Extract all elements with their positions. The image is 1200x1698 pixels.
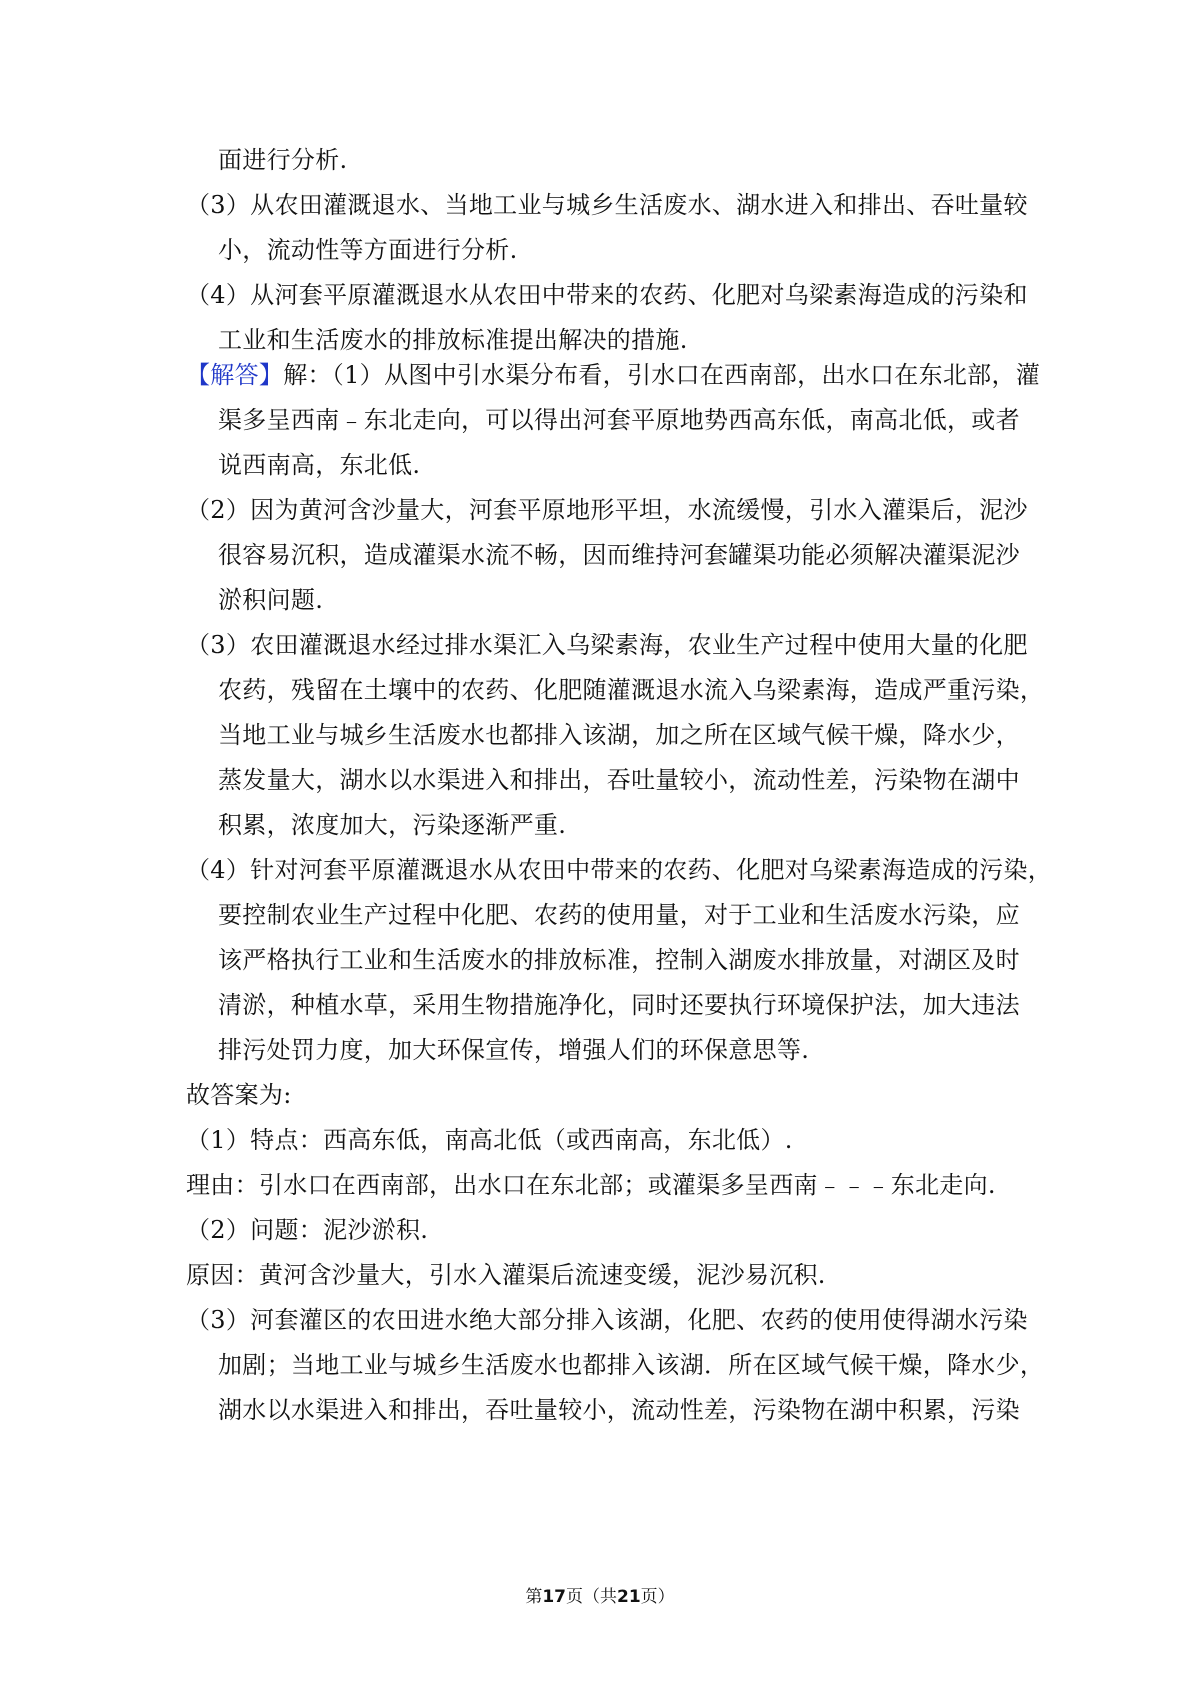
text-line: （3）农田灌溉退水经过排水渠汇入乌梁素海，农业生产过程中使用大量的化肥: [186, 631, 1028, 659]
text-line: （2）问题：泥沙淤积.: [186, 1216, 429, 1244]
page-number: 17: [542, 1587, 566, 1607]
text-line: [186, 353, 1041, 398]
total-pages: 21: [617, 1587, 641, 1607]
text-line: 该严格执行工业和生活废水的排放标准，控制入湖废水排放量，对湖区及时: [218, 946, 1020, 974]
text-line: （4）针对河套平原灌溉退水从农田中带来的农药、化肥对乌梁素海造成的污染，: [186, 856, 1053, 884]
answer-line: 解：（1）从图中引水渠分布看，引水口在西南部，出水口在东北部，灌: [283, 361, 1041, 389]
analysis-text: [186, 138, 1038, 363]
text-line: 面进行分析.: [218, 146, 348, 174]
text-line: （4）从河套平原灌溉退水从农田中带来的农药、化肥对乌梁素海造成的污染和: [186, 281, 1028, 309]
footer-middle: 页（共: [566, 1587, 617, 1607]
text-line: 清淤，种植水草，采用生物措施净化，同时还要执行环境保护法，加大违法: [218, 991, 1020, 1019]
text-line: 说西南高，东北低.: [218, 451, 421, 479]
text-line: 小，流动性等方面进行分析.: [218, 236, 518, 264]
footer-prefix: 第: [525, 1587, 543, 1607]
text-line: 排污处罚力度，加大环保宣传，增强人们的环保意思等.: [218, 1036, 810, 1064]
page-footer: [0, 1586, 1200, 1608]
text-line: 要控制农业生产过程中化肥、农药的使用量，对于工业和生活废水污染，应: [218, 901, 1020, 929]
text-line: 积累，浓度加大，污染逐渐严重.: [218, 811, 567, 839]
text-line: 渠多呈西南﹣东北走向，可以得出河套平原地势西高东低，南高北低，或者: [218, 406, 1020, 434]
text-line: （2）因为黄河含沙量大，河套平原地形平坦，水流缓慢，引水入灌渠后，泥沙: [186, 496, 1028, 524]
text-line: 加剧；当地工业与城乡生活废水也都排入该湖．所在区域气候干燥，降水少，: [218, 1351, 1045, 1379]
answer-text: [186, 353, 1053, 1433]
footer-suffix: 页）: [640, 1587, 675, 1607]
text-line: 湖水以水渠进入和排出，吞吐量较小，流动性差，污染物在湖中积累，污染: [218, 1396, 1020, 1424]
text-line: 淤积问题.: [218, 586, 324, 614]
text-line: 农药，残留在土壤中的农药、化肥随灌溉退水流入乌梁素海，造成严重污染，: [218, 676, 1045, 704]
text-line: （3）从农田灌溉退水、当地工业与城乡生活废水、湖水进入和排出、吞吐量较: [186, 191, 1028, 219]
text-line: 理由：引水口在西南部，出水口在东北部；或灌渠多呈西南﹣﹣﹣东北走向.: [186, 1171, 996, 1199]
text-line: （1）特点：西高东低，南高北低（或西南高，东北低）.: [186, 1126, 793, 1154]
answer-tag: 【解答】: [186, 361, 284, 389]
text-line: 很容易沉积，造成灌渠水流不畅，因而维持河套罐渠功能必须解决灌渠泥沙: [218, 541, 1020, 569]
text-line: 工业和生活废水的排放标准提出解决的措施.: [218, 326, 688, 354]
text-line: 蒸发量大，湖水以水渠进入和排出，吞吐量较小，流动性差，污染物在湖中: [218, 766, 1020, 794]
text-line: 故答案为:: [186, 1081, 292, 1109]
text-line: 当地工业与城乡生活废水也都排入该湖，加之所在区域气候干燥，降水少，: [218, 721, 1020, 749]
text-line: （3）河套灌区的农田进水绝大部分排入该湖，化肥、农药的使用使得湖水污染: [186, 1306, 1028, 1334]
text-line: 原因：黄河含沙量大，引水入灌渠后流速变缓，泥沙易沉积.: [186, 1261, 826, 1289]
